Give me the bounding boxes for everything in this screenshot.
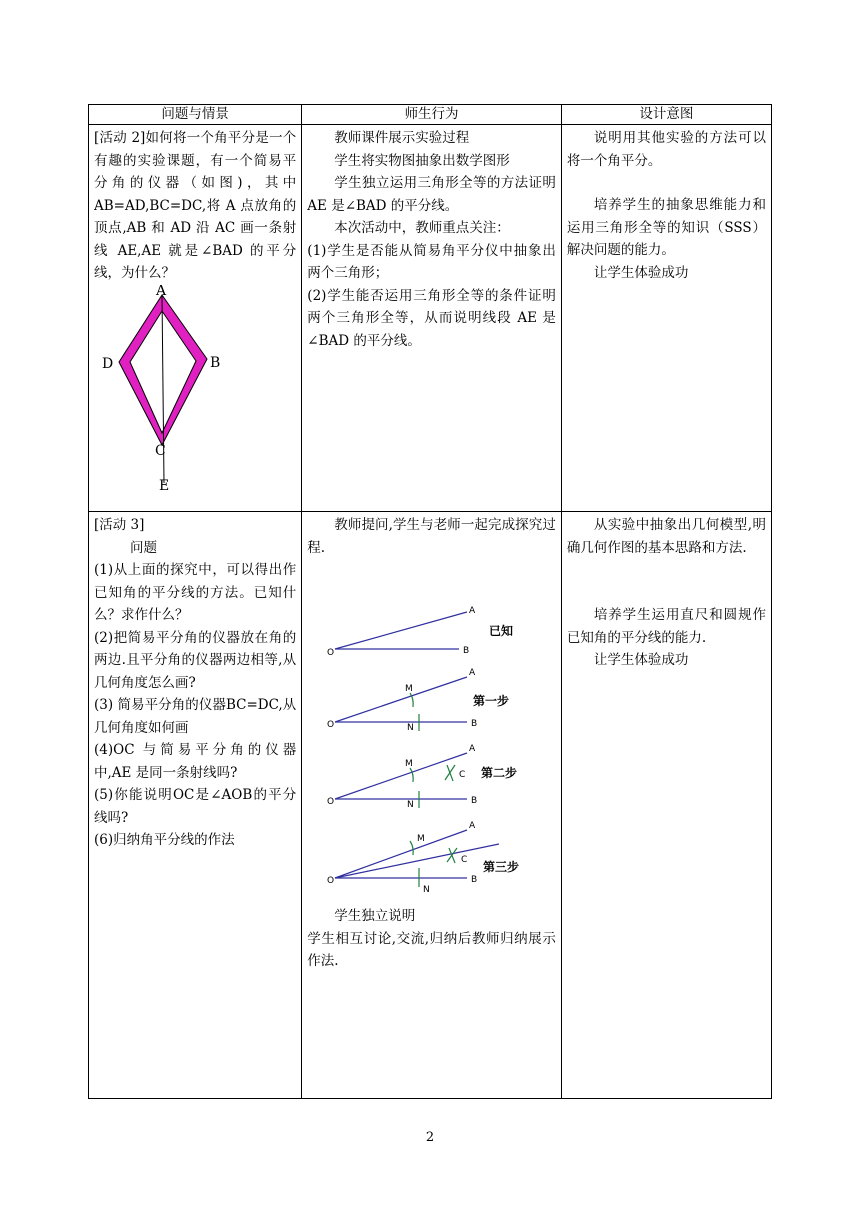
actions-cell xyxy=(302,512,562,1099)
step-given xyxy=(327,606,513,658)
intent-line: 培养学生的抽象思维能力和运用三角形全等的知识（SSS）解决问题的能力。 xyxy=(566,197,766,258)
header-row xyxy=(89,105,772,125)
header-problem: 问题与情景 xyxy=(89,105,302,125)
construction-steps-figure xyxy=(307,565,543,895)
step-label-2: 第二步 xyxy=(481,766,518,780)
label-a: A xyxy=(156,284,167,299)
point-a: A xyxy=(469,606,476,616)
point-a: A xyxy=(469,821,476,831)
step-label-1: 第一步 xyxy=(473,694,510,708)
activity3-subtitle: 问题 xyxy=(130,539,157,556)
action-line: (1)学生是否能从简易角平分仪中抽象出两个三角形； xyxy=(307,242,556,281)
point-b: B xyxy=(471,719,478,729)
point-m: M xyxy=(405,684,414,694)
action-line: 教师课件展示实验过程 xyxy=(334,130,470,146)
question-item: (1)从上面的探究中，可以得出作已知角的平分线的方法。已知什么？求作什么？ xyxy=(94,562,297,623)
question-item: (3) 简易平分角的仪器BC=DC,从几何角度如何画 xyxy=(94,697,297,736)
point-m: M xyxy=(417,834,426,844)
lesson-table xyxy=(88,104,772,1099)
question-item: (2)把简易平分角的仪器放在角的两边.且平分角的仪器两边相等,从几何角度怎么画? xyxy=(94,629,297,691)
point-b: B xyxy=(471,796,478,806)
action-line: 本次活动中，教师重点关注： xyxy=(334,220,510,236)
page-number: 2 xyxy=(425,1130,435,1145)
point-c: C xyxy=(459,770,466,780)
intent-line: 从实验中抽象出几何模型,明确几何作图的基本思路和方法. xyxy=(566,517,766,556)
step-label-given: 已知 xyxy=(489,624,514,638)
point-n: N xyxy=(423,885,431,895)
action-line: 学生独立说明 xyxy=(334,908,416,924)
label-d: D xyxy=(102,355,114,372)
action-line: 教师提问,学生与老师一起完成探究过程. xyxy=(307,517,556,556)
question-item: (5)你能说明OC是∠AOB的平分线吗? xyxy=(94,787,297,826)
point-b: B xyxy=(463,646,470,656)
intent-line: 培养学生运用直尺和圆规作已知角的平分线的能力. xyxy=(566,607,766,646)
point-c: C xyxy=(461,855,468,865)
action-line: 学生相互讨论,交流,归纳后教师归纳展示作法. xyxy=(307,930,556,969)
step-3 xyxy=(327,821,519,895)
action-line: (2)学生能否运用三角形全等的条件证明两个三角形全等，从而说明线段 AE 是∠BAD 的平分线。 xyxy=(307,287,556,349)
table-row xyxy=(89,125,772,512)
angle-bisector-instrument-figure xyxy=(94,285,284,500)
step-label-3: 第三步 xyxy=(483,860,520,874)
point-n: N xyxy=(407,723,415,733)
table-row xyxy=(89,512,772,1099)
actions-cell xyxy=(302,125,562,512)
intent-line: 让学生体验成功 xyxy=(593,652,689,668)
point-o: O xyxy=(327,797,335,807)
intent-line: 说明用其他实验的方法可以将一个角平分。 xyxy=(566,130,766,169)
point-o: O xyxy=(327,876,335,886)
point-n: N xyxy=(407,800,415,810)
header-intent: 设计意图 xyxy=(561,105,771,125)
question-item: (6)归纳角平分线的作法 xyxy=(94,832,235,848)
point-a: A xyxy=(469,668,476,678)
label-e: E xyxy=(159,477,170,494)
header-actions: 师生行为 xyxy=(302,105,562,125)
point-m: M xyxy=(405,759,414,769)
intent-cell xyxy=(561,512,771,1099)
point-b: B xyxy=(471,875,478,885)
action-line: 学生将实物图抽象出数学图形 xyxy=(334,152,510,169)
label-b: B xyxy=(210,354,221,371)
activity3-title: [活动 3] xyxy=(94,517,145,533)
point-o: O xyxy=(327,648,335,658)
problem-cell xyxy=(89,125,302,512)
point-a: A xyxy=(469,744,476,754)
activity2-text: [活动 2]如何将一个角平分是一个有趣的实验课题，有一个简易平分角的仪器（如图)，其中 AB=AD,BC=DC,将 A 点放角的顶点,AB 和 AD 沿 AC 画一条射线 AE,AE 就是∠BAD 的平分线，为什么？ xyxy=(94,130,297,281)
intent-cell xyxy=(561,125,771,512)
intent-line: 让学生体验成功 xyxy=(593,264,689,281)
step-2 xyxy=(327,744,517,810)
point-o: O xyxy=(327,720,335,730)
question-item: (4)OC 与简易平分角的仪器中,AE 是同一条射线吗? xyxy=(94,742,297,781)
problem-cell xyxy=(89,512,302,1099)
step-1 xyxy=(327,668,509,733)
action-line: 学生独立运用三角形全等的方法证明 AE 是∠BAD 的平分线。 xyxy=(307,175,556,214)
label-c: C xyxy=(155,442,166,459)
